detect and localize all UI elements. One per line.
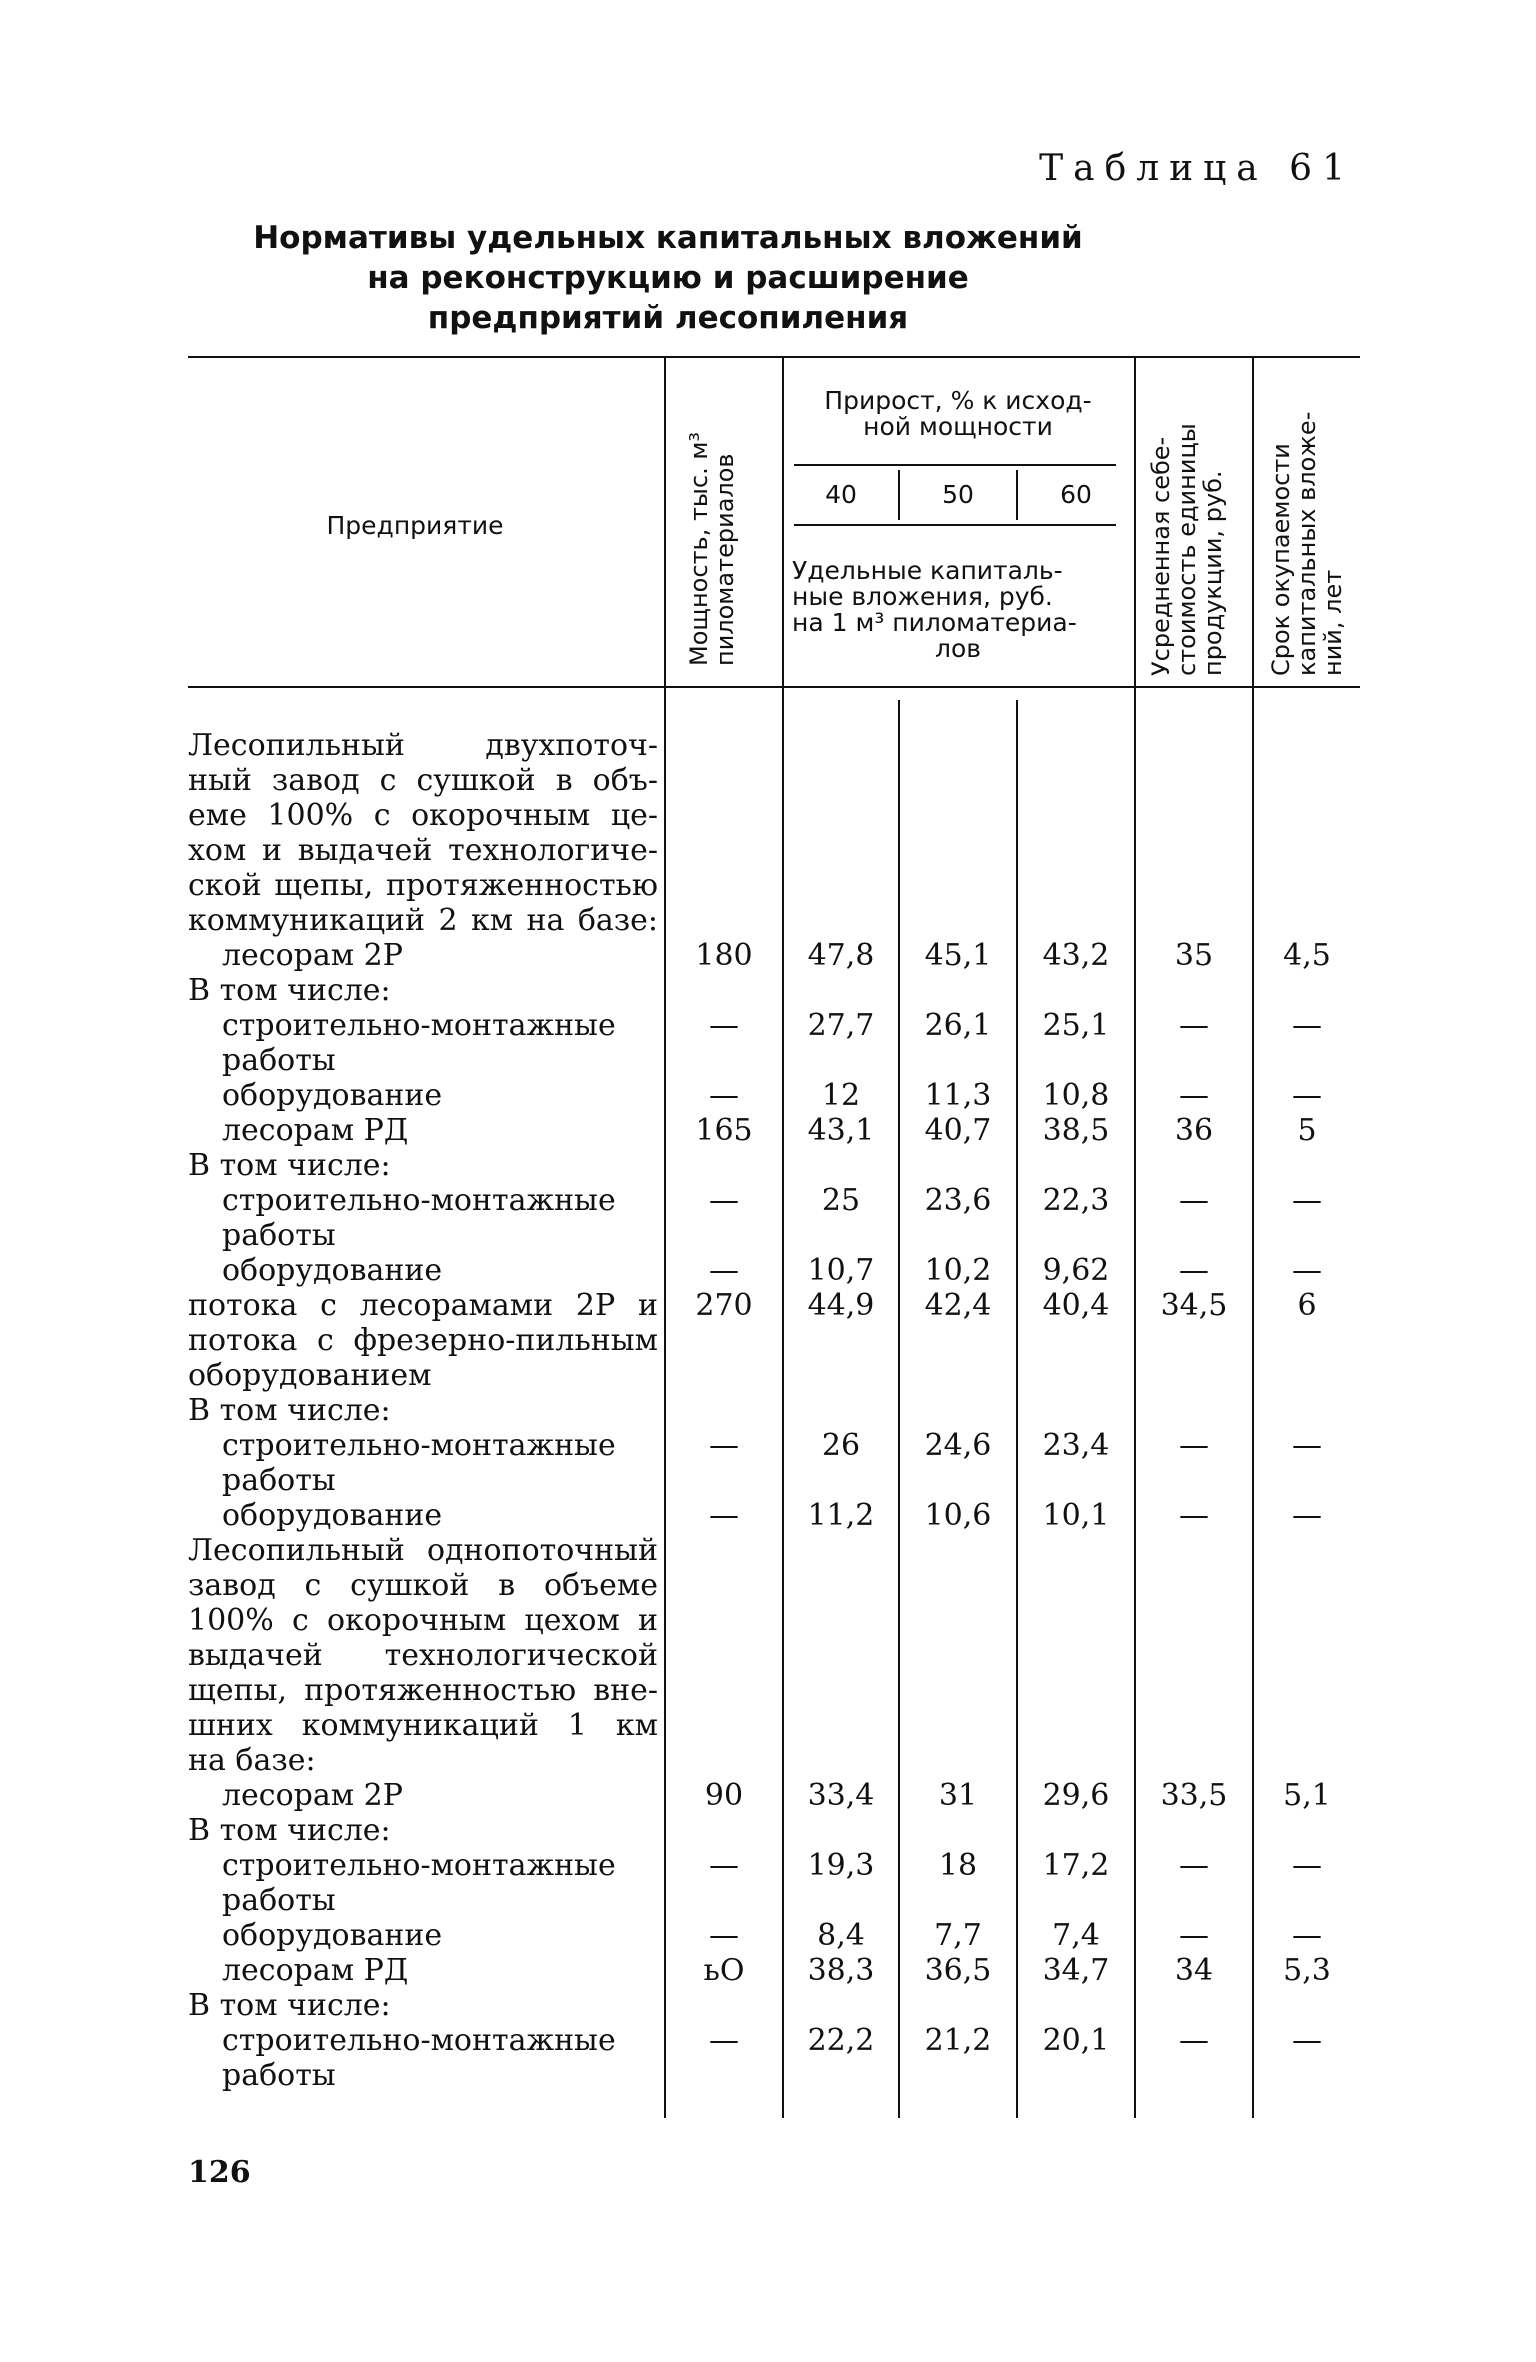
page-number: 126 [188,2155,251,2190]
growth-50-cell: 40,7 [924,1113,992,1148]
capacity-cell: — [709,1918,739,1953]
description-line: В том числе: [188,1148,391,1183]
cost-column-header: Усредненная себе- стоимость единицы продукции, руб. [1147,423,1227,676]
growth-50-cell: 10,6 [924,1498,992,1533]
growth-60-cell: 43,2 [1042,938,1110,973]
capacity-cell: — [709,1253,739,1288]
column-divider [898,700,900,2118]
payback-cell: — [1292,1008,1322,1043]
payback-cell: 6 [1297,1288,1317,1323]
capacity-column-header: Мощность, тыс. м³ пиломатериалов [685,431,739,666]
description-line: строительно-монтажные [222,1428,616,1463]
description-line: строительно-монтажные [222,1008,616,1043]
growth-60-cell: 10,8 [1042,1078,1110,1113]
cost-cell: 34,5 [1160,1288,1228,1323]
capacity-cell: — [709,2023,739,2058]
growth-column-header: Прирост, % к исход- ной мощности [824,386,1092,441]
growth-50-cell: 7,7 [934,1918,982,1953]
capacity-cell: — [709,1848,739,1883]
capacity-cell: — [709,1428,739,1463]
growth-60-cell: 7,4 [1052,1918,1100,1953]
description-line: ской щепы, протяженностью [188,868,658,903]
capacity-cell: 180 [695,938,753,973]
payback-cell: — [1292,1183,1322,1218]
column-divider [1016,700,1018,2118]
description-line: строительно-монтажные [222,1848,616,1883]
title-line-3: предприятий лесопиления [427,300,909,336]
growth-60-cell: 17,2 [1042,1848,1110,1883]
description-line: лесорам РД [222,1113,409,1148]
growth-40-cell: 25 [821,1183,861,1218]
growth-50-cell: 36,5 [924,1953,992,1988]
description-line: работы [222,1463,336,1498]
cost-cell: 36 [1174,1113,1214,1148]
description-line: выдачей технологической [188,1638,658,1673]
description-line: В том числе: [188,1813,391,1848]
description-line: еме 100% с окорочным це- [188,798,658,833]
description-line: лесорам РД [222,1953,409,1988]
growth-40-cell: 19,3 [807,1848,875,1883]
cost-cell: — [1179,1498,1209,1533]
capacity-cell: — [709,1008,739,1043]
growth-40-cell: 10,7 [807,1253,875,1288]
growth-50-cell: 18 [938,1848,978,1883]
growth-40-cell: 8,4 [817,1918,865,1953]
description-line: 100% с окорочным цехом и [188,1603,658,1638]
description-line: работы [222,1043,336,1078]
cost-cell: — [1179,1078,1209,1113]
description-line: оборудование [222,1253,443,1288]
growth-60-cell: 25,1 [1042,1008,1110,1043]
capacity-cell: 270 [695,1288,753,1323]
growth-40-cell: 12 [821,1078,861,1113]
description-line: шних коммуникаций 1 км [188,1708,658,1743]
growth-60-cell: 23,4 [1042,1428,1110,1463]
description-line: работы [222,2058,336,2093]
growth-40-cell: 38,3 [807,1953,875,1988]
growth-40-header: 40 [825,480,857,509]
description-line: оборудование [222,1078,443,1113]
title-line-2: на реконструкцию и расширение [367,260,969,296]
growth-50-cell: 42,4 [924,1288,992,1323]
growth-60-cell: 34,7 [1042,1953,1110,1988]
description-line: работы [222,1218,336,1253]
description-line: строительно-монтажные [222,1183,616,1218]
growth-60-cell: 20,1 [1042,2023,1110,2058]
cost-cell: — [1179,1183,1209,1218]
description-line: завод с сушкой в объеме [188,1568,658,1603]
cost-cell: 35 [1174,938,1214,973]
growth-40-cell: 44,9 [807,1288,875,1323]
payback-cell: 5,3 [1283,1953,1331,1988]
capacity-cell: ьО [703,1953,745,1988]
payback-cell: — [1292,1918,1322,1953]
description-line: строительно-монтажные [222,2023,616,2058]
growth-50-cell: 11,3 [924,1078,992,1113]
growth-40-cell: 22,2 [807,2023,875,2058]
payback-cell: 5 [1297,1113,1317,1148]
growth-50-cell: 21,2 [924,2023,992,2058]
payback-cell: — [1292,1428,1322,1463]
payback-cell: — [1292,1848,1322,1883]
growth-40-cell: 26 [821,1428,861,1463]
growth-50-cell: 24,6 [924,1428,992,1463]
cost-cell: — [1179,1253,1209,1288]
growth-60-header: 60 [1060,480,1092,509]
growth-40-cell: 11,2 [807,1498,875,1533]
capacity-cell: — [709,1498,739,1533]
payback-cell: 4,5 [1283,938,1331,973]
header-bottom-rule [188,686,1360,688]
growth-50-cell: 26,1 [924,1008,992,1043]
table-label: Таблица 61 [1039,148,1355,189]
growth-50-cell: 10,2 [924,1253,992,1288]
payback-cell: — [1292,1253,1322,1288]
enterprise-column-header: Предприятие [326,511,504,540]
cost-cell: 34 [1174,1953,1214,1988]
description-line: на базе: [188,1743,316,1778]
growth-60-cell: 38,5 [1042,1113,1110,1148]
growth-40-cell: 33,4 [807,1778,875,1813]
payback-column-header: Срок окупаемости капитальных вложе- ний, лет [1267,411,1347,676]
cost-cell: 33,5 [1160,1778,1228,1813]
title-line-1: Нормативы удельных капитальных вложений [253,220,1083,256]
growth-50-header: 50 [942,480,974,509]
growth-60-cell: 22,3 [1042,1183,1110,1218]
description-line: ный завод с сушкой в объ- [188,763,658,798]
table-title [188,218,1148,338]
table-top-rule [188,356,1360,358]
description-line: потока с лесорамами 2Р и [188,1288,658,1323]
growth-50-cell: 45,1 [924,938,992,973]
payback-cell: — [1292,1498,1322,1533]
growth-subheader-rule [794,464,1116,466]
growth-values-rule [794,524,1116,526]
cost-cell: — [1179,1918,1209,1953]
capacity-cell: — [709,1078,739,1113]
description-line: Лесопильный двухпоточ- [188,728,658,763]
growth-40-cell: 43,1 [807,1113,875,1148]
description-line: В том числе: [188,1393,391,1428]
payback-cell: 5,1 [1283,1778,1331,1813]
capacity-cell: 165 [695,1113,753,1148]
cost-cell: — [1179,1008,1209,1043]
payback-cell: — [1292,2023,1322,2058]
growth-40-cell: 27,7 [807,1008,875,1043]
description-line: хом и выдачей технологиче- [188,833,658,868]
growth-60-cell: 10,1 [1042,1498,1110,1533]
capacity-cell: — [709,1183,739,1218]
description-line: коммуникаций 2 км на базе: [188,903,658,938]
description-line: оборудование [222,1498,443,1533]
cost-cell: — [1179,1848,1209,1883]
growth-60-cell: 9,62 [1042,1253,1110,1288]
description-line: В том числе: [188,1988,391,2023]
growth-50-cell: 23,6 [924,1183,992,1218]
growth-40-cell: 47,8 [807,938,875,973]
capacity-cell: 90 [704,1778,744,1813]
description-line: Лесопильный однопоточный [188,1533,658,1568]
description-line: оборудованием [188,1358,432,1393]
description-line: В том числе: [188,973,391,1008]
description-line: лесорам 2Р [222,938,403,973]
description-line: щепы, протяженностью вне- [188,1673,658,1708]
growth-60-cell: 29,6 [1042,1778,1110,1813]
growth-50-cell: 31 [938,1778,978,1813]
specific-investment-header: Удельные капиталь- ные вложения, руб. на 1 м³ пиломатериа- лов [792,556,1077,663]
growth-60-cell: 40,4 [1042,1288,1110,1323]
description-line: потока с фрезерно-пильным [188,1323,658,1358]
cost-cell: — [1179,1428,1209,1463]
payback-cell: — [1292,1078,1322,1113]
cost-cell: — [1179,2023,1209,2058]
description-line: работы [222,1883,336,1918]
description-line: лесорам 2Р [222,1778,403,1813]
description-line: оборудование [222,1918,443,1953]
